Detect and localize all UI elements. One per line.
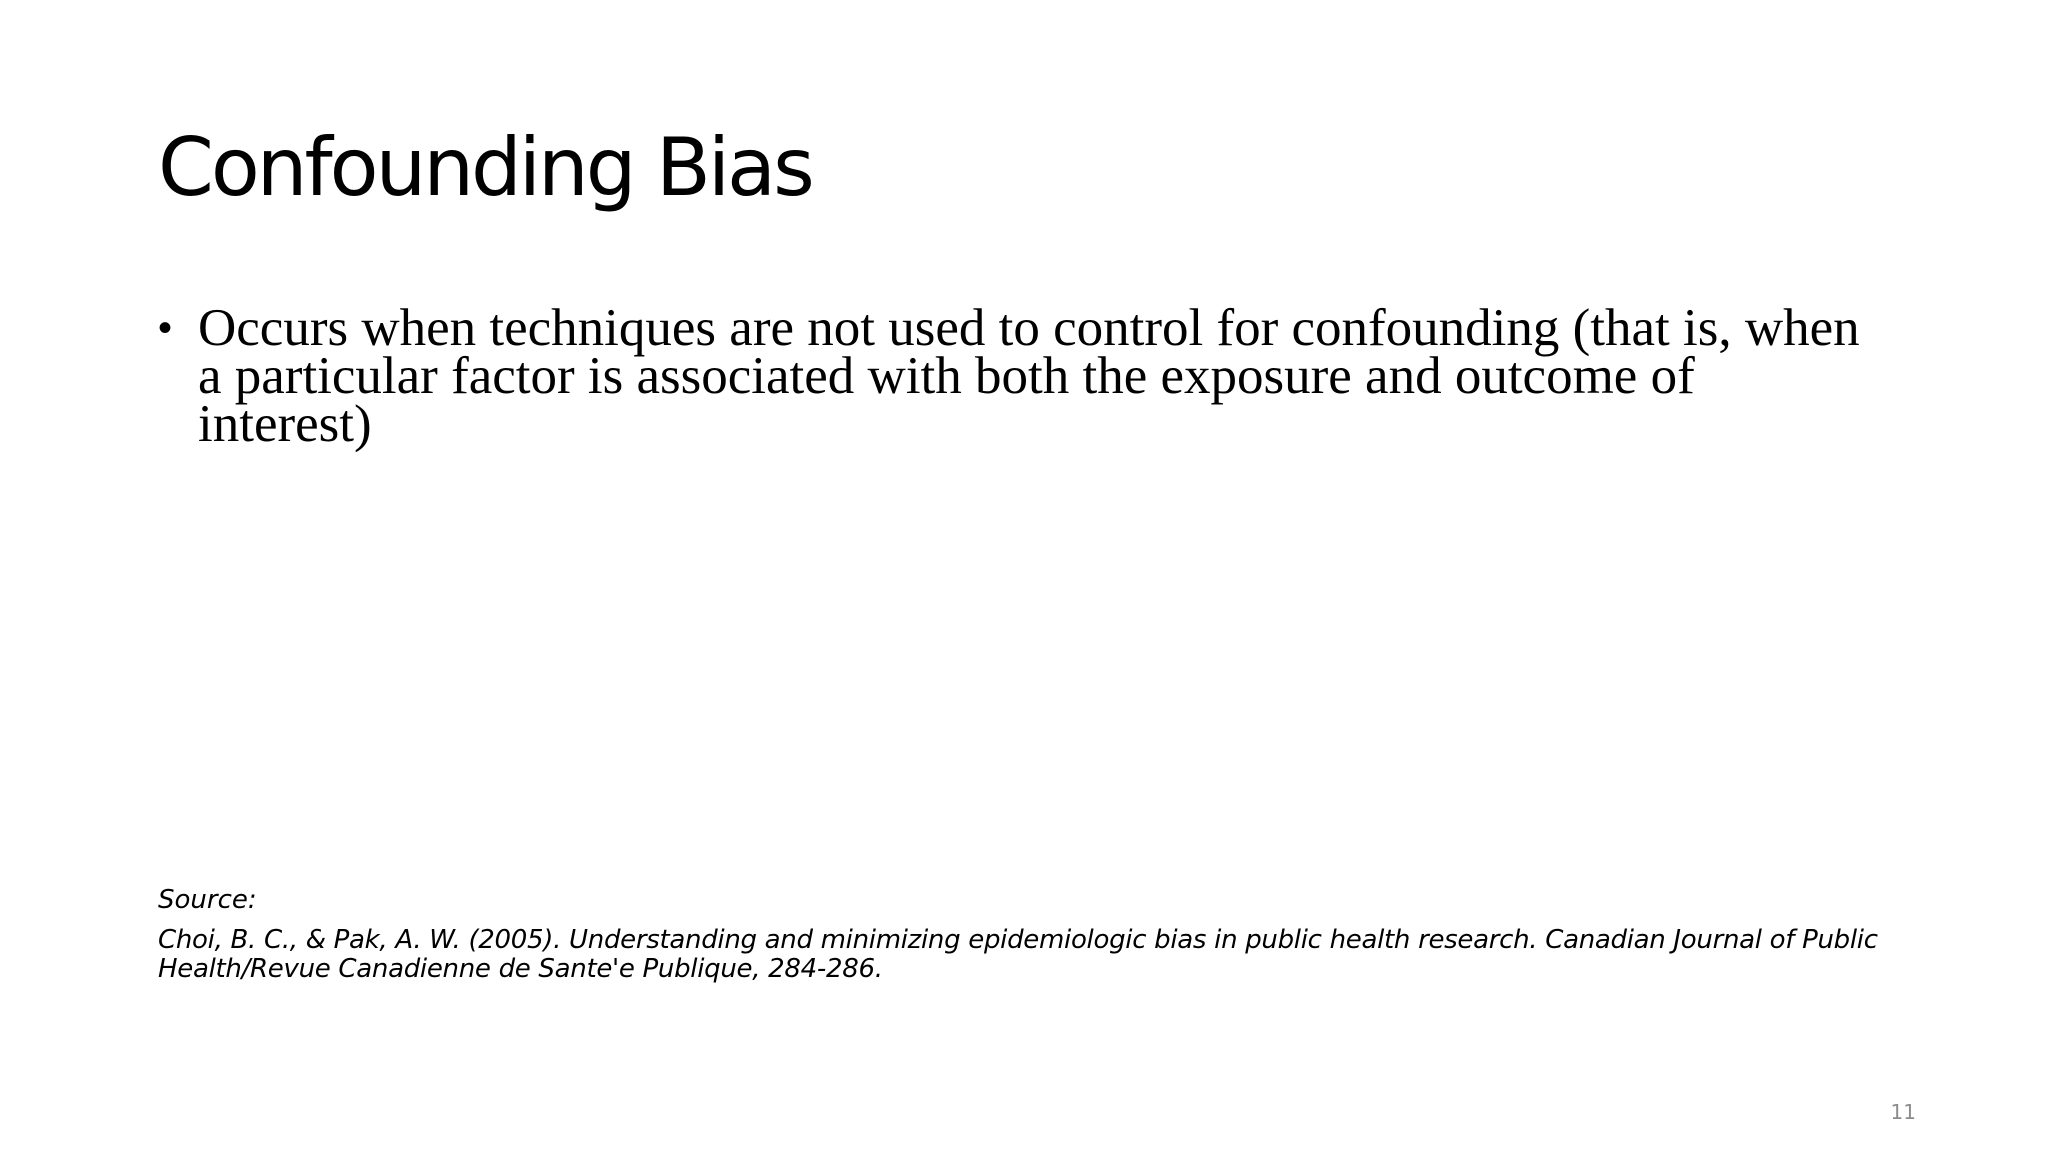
bullet-item (158, 299, 1878, 453)
source-block (158, 884, 1878, 984)
source-citation: Choi, B. C., & Pak, A. W. (2005). Understanding and minimizing epidemiologic bias in public health research. Canadian Journal of Public Health/Revue Canadienne de Sante'e Publique, 284-286. (158, 925, 1878, 984)
slide-content (158, 299, 1878, 453)
page-number: 11 (1890, 1100, 1916, 1124)
bullet-list (158, 299, 1878, 453)
bullet-text: Occurs when techniques are not used to control for confounding (that is, when a particular factor is associated with both the exposure and outcome of interest) (198, 299, 1860, 453)
slide-title: Confounding Bias (158, 121, 812, 214)
bullet-marker: • (158, 306, 173, 350)
source-label: Source: (158, 885, 257, 915)
